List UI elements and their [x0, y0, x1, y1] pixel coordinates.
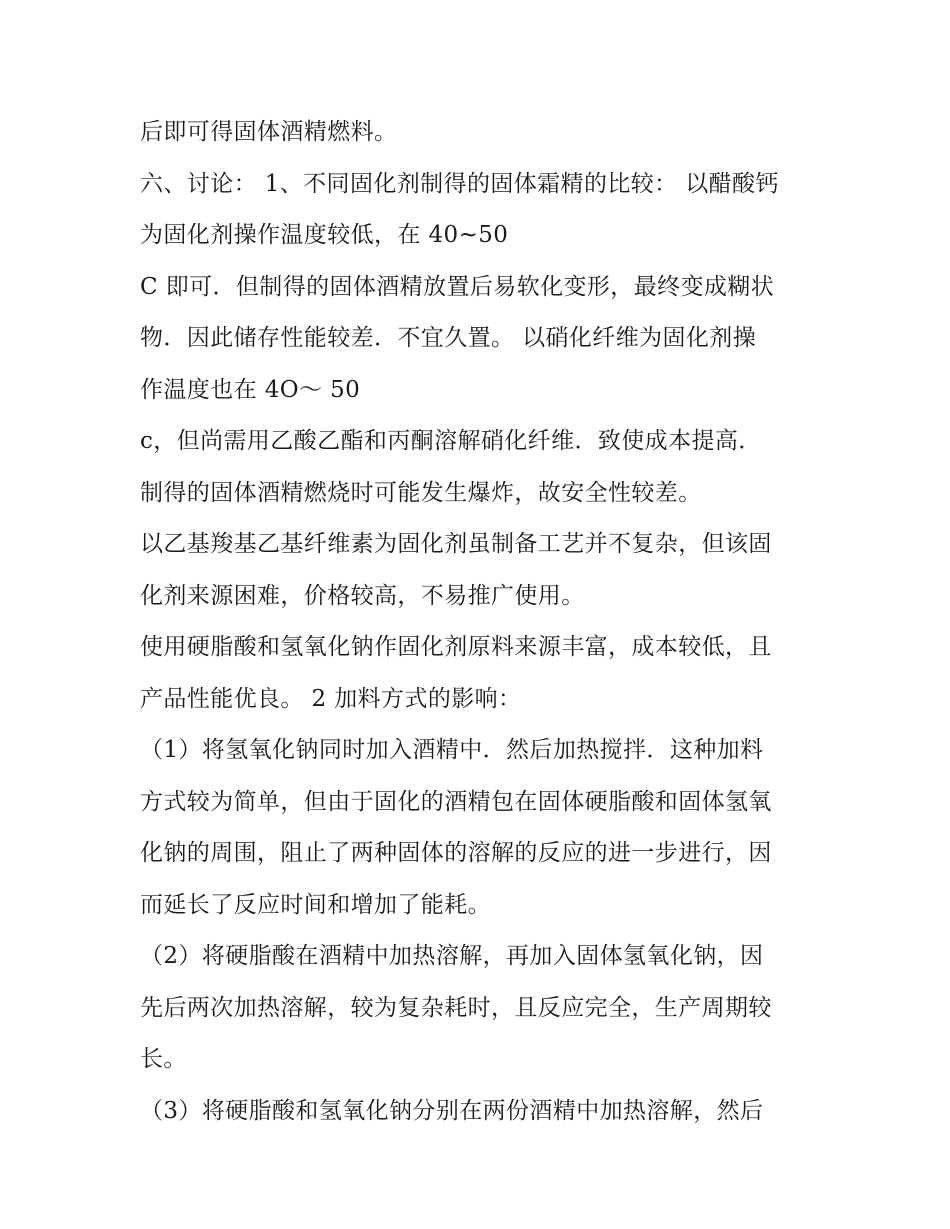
- text-line: （1）将氢氧化钠同时加入酒精中．然后加热搅拌．这种加料: [140, 737, 764, 763]
- text-line: 为固化剂操作温度较低，在 40~50: [140, 222, 509, 248]
- text-line: 六、讨论： 1、不同固化剂制得的固体霜精的比较： 以醋酸钙: [140, 170, 779, 197]
- text-line: 制得的固体酒精燃烧时可能发生爆炸，故安全性较差。: [140, 479, 702, 506]
- text-line: 而延长了反应时间和增加了能耗。: [140, 891, 491, 918]
- text-line: （2）将硬脂酸在酒精中加热溶解，再加入固体氢氧化钠，因: [140, 943, 764, 969]
- body-text: [140, 107, 820, 1137]
- text-line: 以乙基羧基乙基纤维素为固化剂虽制备工艺并不复杂，但该固: [140, 531, 772, 557]
- text-line: 先后两次加热溶解，较为复杂耗时，且反应完全，生产周期较: [140, 994, 772, 1021]
- text-line: 物．因此储存性能较差．不宜久置。 以硝化纤维为固化剂操: [140, 325, 757, 351]
- text-line: 化剂来源困难，价格较高，不易推广使用。: [140, 582, 585, 609]
- text-line: 长。: [140, 1046, 187, 1072]
- text-line: 作温度也在 4O～ 50: [140, 376, 361, 403]
- text-line: c，但尚需用乙酸乙酯和丙酮溶解硝化纤维．致使成本提高．: [140, 428, 762, 454]
- text-line: （3）将硬脂酸和氢氧化钠分别在两份酒精中加热溶解，然后: [140, 1097, 764, 1124]
- text-line: 产品性能优良。 2 加料方式的影响：: [140, 685, 522, 712]
- text-line: 使用硬脂酸和氢氧化钠作固化剂原料来源丰富，成本较低，且: [140, 634, 772, 660]
- text-line: 化钠的周围，阻止了两种固体的溶解的反应的进一步进行，因: [140, 840, 772, 866]
- text-line: C 即可．但制得的固体酒精放置后易软化变形，最终变成糊状: [140, 273, 775, 300]
- text-line: 后即可得固体酒精燃料。: [140, 119, 398, 145]
- text-line: 方式较为简单，但由于固化的酒精包在固体硬脂酸和固体氢氧: [140, 788, 772, 815]
